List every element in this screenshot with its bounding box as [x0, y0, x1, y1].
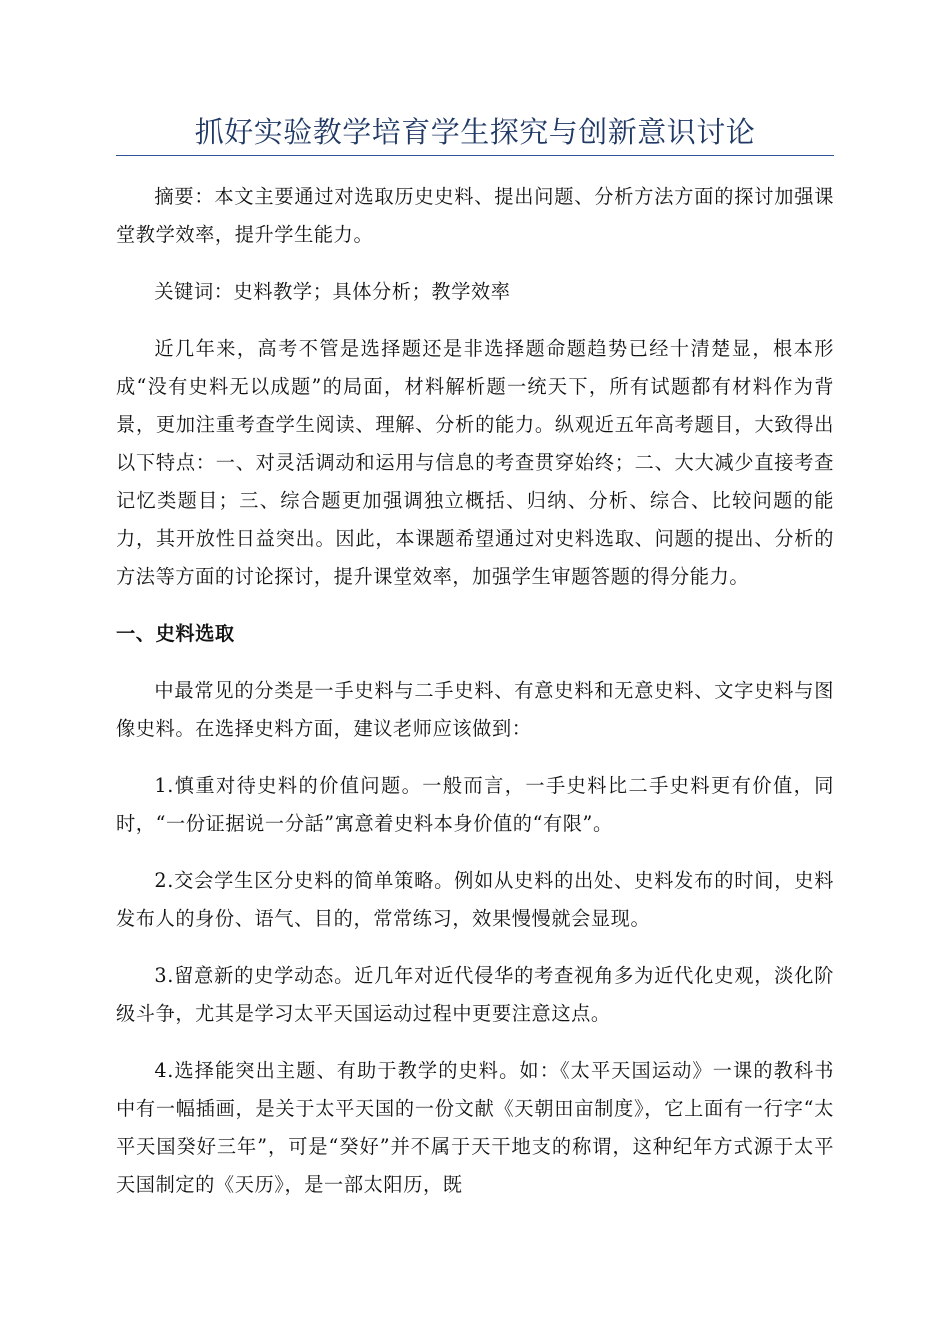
document-body	[116, 178, 834, 1204]
list-item-4: 4.选择能突出主题、有助于教学的史料。如：《太平天国运动》一课的教科书中有一幅插画，是关于太平天国的一份文献《天朝田亩制度》，它上面有一行字“太平天国癸好三年”，可是“癸好”并不属于天干地支的称谓，这种纪年方式源于太平天国制定的《天历》，是一部太阳历，既	[116, 1059, 834, 1196]
list-item-3: 3.留意新的史学动态。近几年对近代侵华的考查视角多为近代化史观，淡化阶级斗争，尤其是学习太平天国运动过程中更要注意这点。	[116, 964, 834, 1025]
abstract-paragraph: 摘要：本文主要通过对选取历史史料、提出问题、分析方法方面的探讨加强课堂教学效率，提升学生能力。	[116, 185, 834, 246]
intro-paragraph: 近几年来，高考不管是选择题还是非选择题命题趋势已经十清楚显，根本形成“没有史料无以成题”的局面，材料解析题一统天下，所有试题都有材料作为背景，更加注重考查学生阅读、理解、分析的能力。纵观近五年高考题目，大致得出以下特点：一、对灵活调动和运用与信息的考查贯穿始终；二、大大减少直接考查记忆类题目；三、综合题更加强调独立概括、归纳、分析、综合、比较问题的能力，其开放性日益突出。因此，本课题希望通过对史料选取、问题的提出、分析的方法等方面的讨论探讨，提升课堂效率，加强学生审题答题的得分能力。	[116, 337, 834, 588]
section1-intro-paragraph: 中最常见的分类是一手史料与二手史料、有意史料和无意史料、文字史料与图像史料。在选择史料方面，建议老师应该做到：	[116, 679, 834, 740]
document-page	[116, 112, 834, 1223]
list-item-2: 2.交会学生区分史料的简单策略。例如从史料的出处、史料发布的时间，史料发布人的身份、语气、目的，常常练习，效果慢慢就会显现。	[116, 869, 834, 930]
keywords-paragraph: 关键词：史料教学；具体分析；教学效率	[154, 280, 511, 303]
section-heading-1: 一、史料选取	[116, 622, 235, 645]
list-item-1: 1.慎重对待史料的价值问题。一般而言，一手史料比二手史料更有价值，同时，“一份证据说一分話”寓意着史料本身价值的“有限”。	[116, 774, 834, 835]
document-title: 抓好实验教学培育学生探究与创新意识讨论	[116, 112, 834, 156]
